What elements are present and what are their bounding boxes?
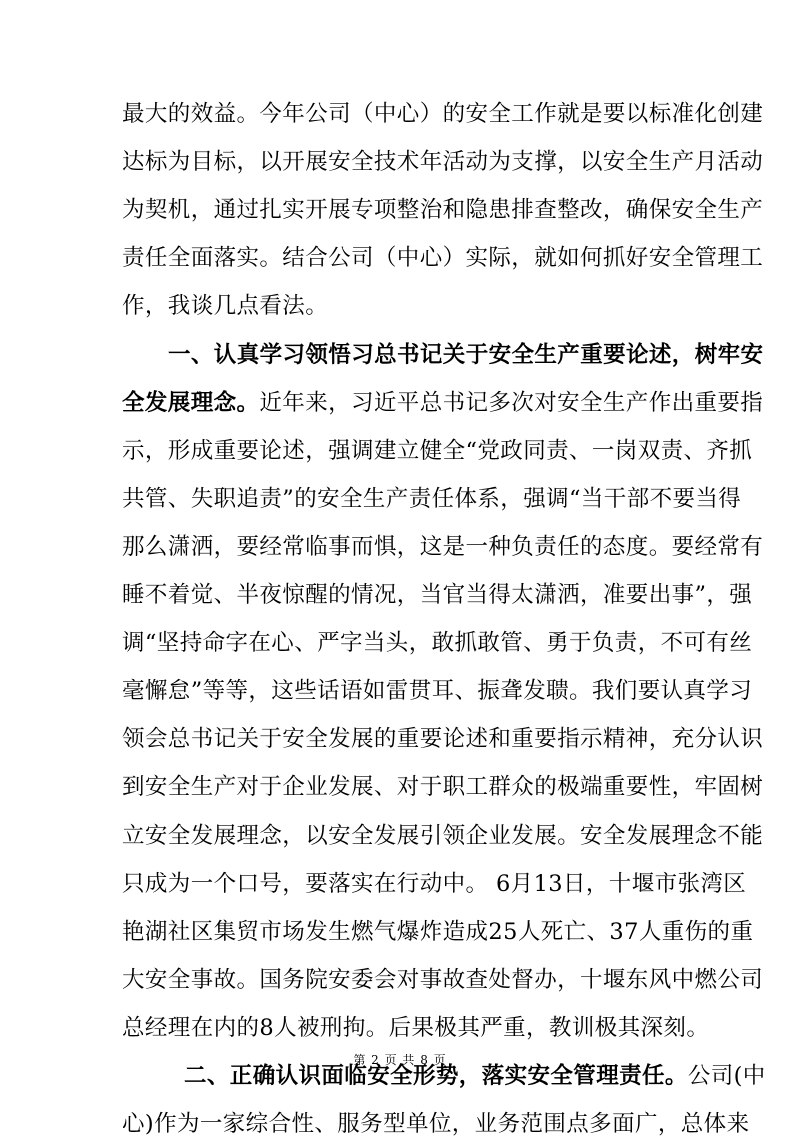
section1-body-text: 大安全事故。国务院安委会对事故查处督办，十堰东风中燃公司 — [122, 966, 764, 993]
section1-line-2-text: 近年来，习近平总书记多次对安全生产作出重要指 — [259, 389, 764, 416]
intro-line-4 — [122, 243, 763, 273]
section1-body-line — [122, 580, 752, 610]
section1-body-line — [122, 628, 752, 658]
section1-heading-line-1 — [168, 340, 763, 370]
section1-body-text: 那么潇洒，要经常临事而惧，这是一种负责任的态度。要经常有 — [122, 533, 764, 560]
intro-text: 责任全面落实。结合公司（中心）实际，就如何抓好安全管理工 — [122, 245, 764, 272]
page-footer: 第 2 页 共 8 页 — [353, 1053, 447, 1067]
section1-body-text: 总经理在内的8人被刑拘。后果极其严重，教训极其深刻。 — [122, 1014, 710, 1041]
section1-body-line — [122, 484, 741, 514]
section1-body-line — [122, 821, 763, 851]
section1-body-text: 到安全生产对于企业发展、对于职工群众的极端重要性，牢固树 — [122, 774, 764, 801]
section1-body-text: 共管、失职追责”的安全生产责任体系，强调“当干部不要当得 — [122, 485, 742, 512]
section1-body-text: 睡不着觉、半夜惊醒的情况，当官当得太潇洒，准要出事”，强 — [122, 582, 753, 608]
section1-body-text: 艳湖社区集贸市场发生燃气爆炸造成25人死亡、37人重伤的重 — [122, 918, 754, 945]
section1-body-line — [122, 772, 763, 802]
section1-body-line — [122, 724, 763, 754]
section1-body-line — [122, 532, 763, 562]
intro-line-3 — [122, 195, 763, 225]
section1-body-line — [122, 436, 752, 466]
section1-line-2 — [122, 388, 763, 418]
section1-body-text: 毫懈怠”等等，这些话语如雷贯耳、振聋发聩。我们要认真学习 — [122, 678, 753, 705]
section1-body-line — [122, 676, 752, 706]
intro-text: 为契机，通过扎实开展专项整治和隐患排查整改，确保安全生产 — [122, 197, 764, 224]
section1-body-line — [122, 1013, 709, 1043]
intro-text: 作，我谈几点看法。 — [122, 293, 329, 320]
section1-heading-line-1: 一、认真学习领悟习总书记关于安全生产重要论述，树牢安 — [168, 341, 764, 368]
section1-body-line — [122, 965, 763, 995]
section2-line-2 — [122, 1109, 749, 1139]
section1-body-text: 调“坚持命字在心、严字当头，敢抓敢管、勇于负责，不可有丝 — [122, 630, 753, 657]
section2-line-2-text: 心)作为一家综合性、服务型单位，业务范围点多面广，总体来 — [122, 1111, 750, 1138]
section2-line-1-text: 公司(中 — [687, 1063, 766, 1089]
intro-text: 最大的效益。今年公司（中心）的安全工作就是要以标准化创建 — [122, 101, 764, 127]
section1-body-text: 示，形成重要论述，强调建立健全“党政同责、一岗双责、齐抓 — [122, 437, 753, 464]
intro-line-1 — [122, 99, 763, 129]
section1-body-line — [122, 917, 753, 947]
section1-body-text: 只成为一个口号，要落实在行动中。 6月13日，十堰市张湾区 — [122, 870, 747, 897]
intro-line-5 — [122, 291, 328, 321]
section1-body-text: 领会总书记关于安全发展的重要论述和重要指示精神，充分认识 — [122, 726, 764, 753]
section1-body-text: 立安全发展理念，以安全发展引领企业发展。安全发展理念不能 — [122, 822, 764, 849]
section1-body-line — [122, 869, 746, 899]
section2-heading: 二、正确认识面临安全形势，落实安全管理责任。 — [184, 1063, 688, 1089]
intro-line-2 — [122, 147, 763, 177]
section1-heading-line-2: 全发展理念。 — [122, 389, 260, 416]
intro-text: 达标为目标，以开展安全技术年活动为支撑，以安全生产月活动 — [122, 149, 764, 176]
